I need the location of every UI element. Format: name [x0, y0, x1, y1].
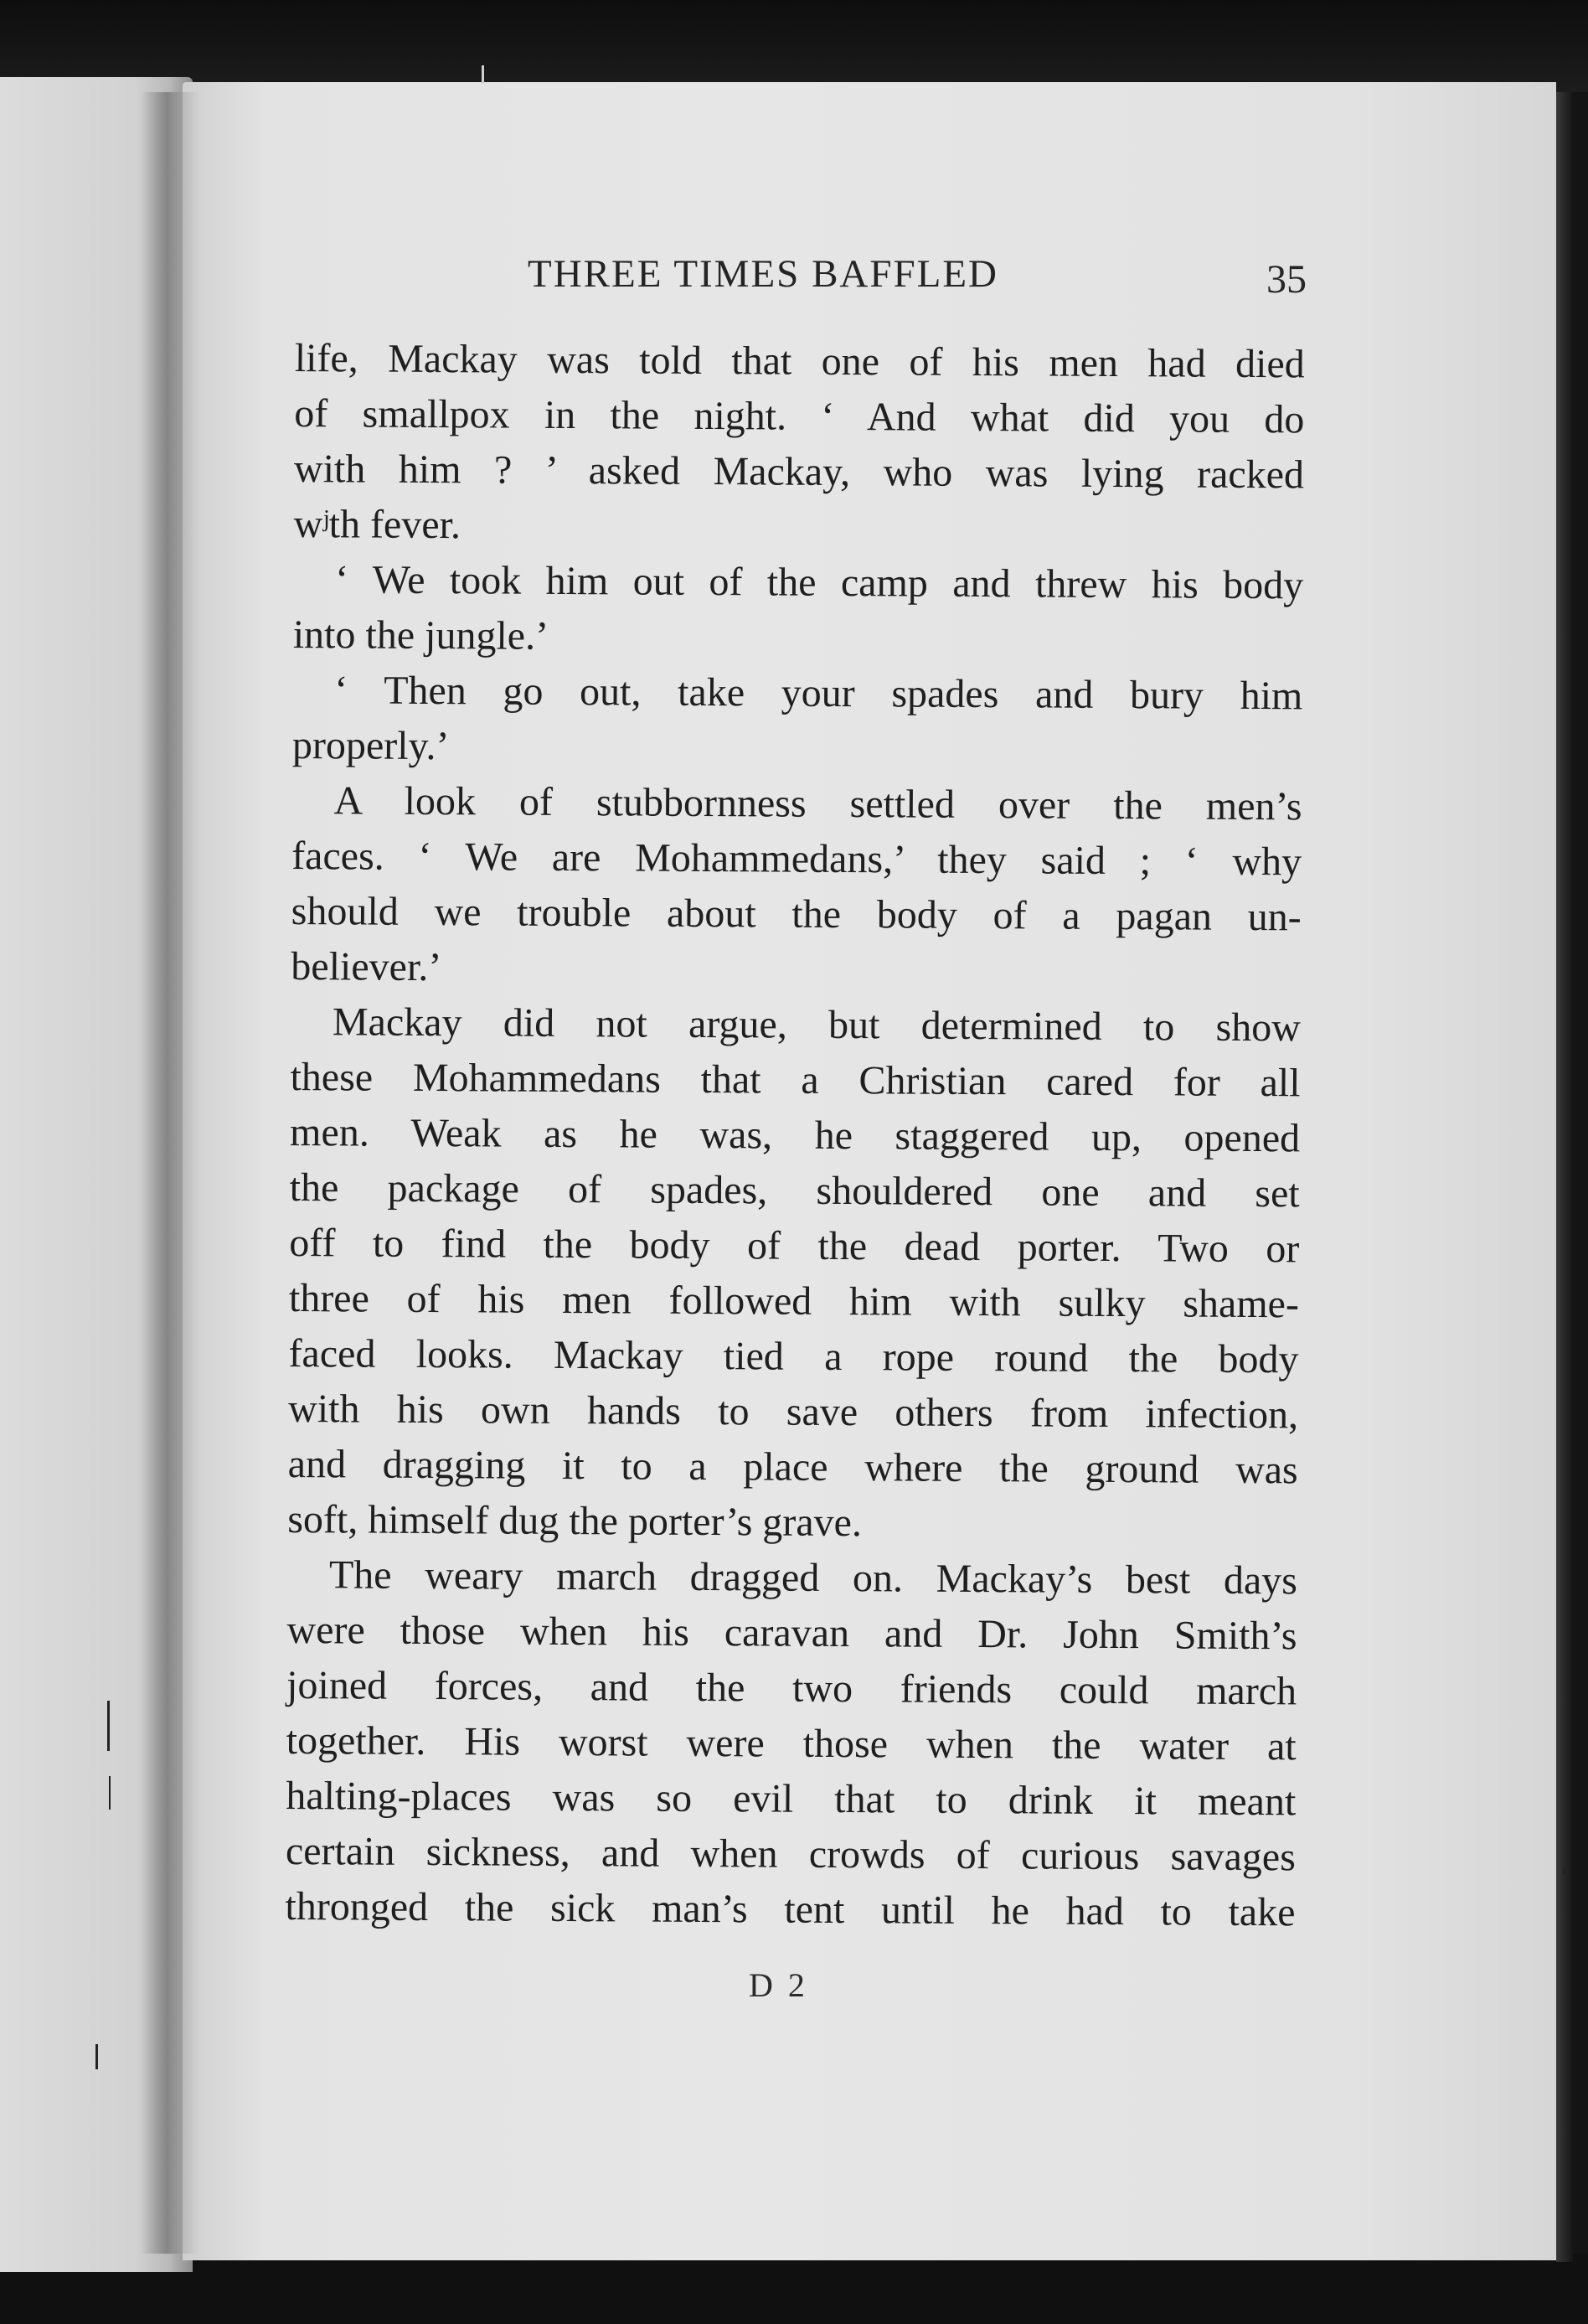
scan-mark	[109, 1776, 111, 1810]
text-line: halting-places was so evil that to drink it meant	[286, 1773, 1297, 1825]
text-line: these Mohammedans that a Christian cared for all	[290, 1054, 1301, 1106]
text-line: should we trouble about the body of a pagan un-	[291, 888, 1302, 940]
text-line: with him ? ’ asked Mackay, who was lying racked	[293, 446, 1305, 498]
text-line: properly.’	[291, 722, 450, 769]
scan-mark	[95, 2044, 98, 2069]
text-line: certain sickness, and when crowds of curious savages	[285, 1828, 1297, 1880]
page-right-edge	[1556, 92, 1573, 2262]
text-line: thronged the sick man’s tent until he had to take	[285, 1883, 1296, 1935]
text-line: the package of spades, shouldered one and set	[289, 1165, 1300, 1216]
text-line: A look of stubbornness settled over the men’s	[333, 778, 1302, 829]
text-line: into the jungle.’	[292, 612, 549, 658]
scan-mark	[107, 1701, 110, 1751]
text-line: were those when his caravan and Dr. John Smith’s	[286, 1607, 1297, 1659]
page-gutter-shadow	[141, 92, 199, 2254]
text-line: and dragging it to a place where the ground was	[287, 1441, 1298, 1493]
text-line: believer.’	[291, 943, 442, 990]
paragraph	[293, 552, 1304, 669]
text-line: The weary march dragged on. Mackay’s best days	[328, 1552, 1298, 1604]
paragraph	[291, 773, 1302, 1000]
paragraph	[285, 1547, 1297, 1940]
text-line: joined forces, and the two friends could march	[286, 1662, 1297, 1714]
text-line: faces. ‘ We are Mohammedans,’ they said ; ‘ why	[291, 833, 1302, 885]
text-line: wʲth fever.	[293, 501, 461, 548]
text-line: men. Weak as he was, he staggered up, opened	[289, 1109, 1301, 1161]
text-line: ‘ Then go out, take your spades and bury him	[334, 668, 1303, 719]
running-title: THREE TIMES BAFFLED	[528, 252, 998, 296]
paragraph	[293, 331, 1305, 558]
text-line: of smallpox in the night. ‘ And what did you do	[294, 390, 1305, 442]
body-text	[285, 331, 1305, 1940]
scanner-background-top	[0, 0, 1588, 92]
page-number: 35	[1266, 257, 1307, 302]
text-line: off to find the body of the dead porter. Two or	[289, 1220, 1300, 1272]
text-line: life, Mackay was told that one of his men had died	[294, 335, 1305, 387]
text-line: soft, himself dug the porter’s grave.	[287, 1496, 863, 1546]
text-line: three of his men followed him with sulky shame-	[288, 1275, 1300, 1327]
text-line: Mackay did not argue, but determined to show	[332, 999, 1302, 1051]
scanner-background-bottom	[0, 2254, 1588, 2324]
text-line: ‘ We took him out of the camp and threw his body	[335, 557, 1304, 608]
page-header	[302, 251, 1307, 302]
paragraph	[292, 663, 1303, 779]
scan-mark	[482, 65, 484, 84]
paragraph	[287, 994, 1301, 1553]
text-line: together. His worst were those when the water at	[286, 1717, 1297, 1769]
text-line: with his own hands to save others from infection,	[287, 1386, 1299, 1438]
text-line: faced looks. Mackay tied a rope round the body	[288, 1330, 1299, 1382]
scan-mark	[1563, 1868, 1568, 1875]
signature-mark: D 2	[749, 1966, 808, 2004]
